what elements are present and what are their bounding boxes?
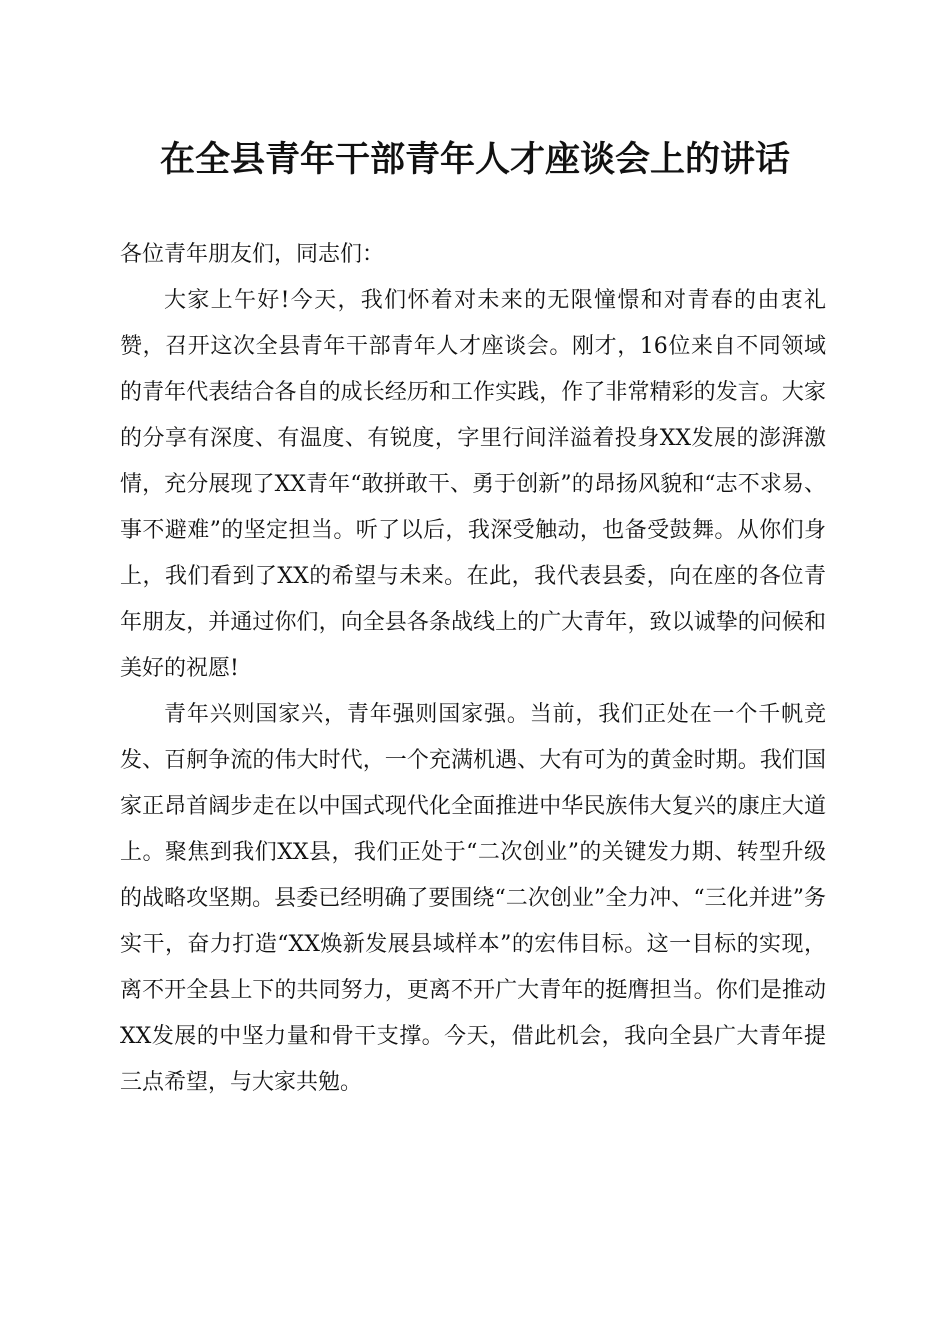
- document-body: [120, 232, 826, 1106]
- document-title: 在全县青年干部青年人才座谈会上的讲话: [159, 139, 790, 180]
- paragraph-1: 大家上午好!今天，我们怀着对未来的无限憧憬和对青春的由衷礼赞，召开这次全县青年干部青年人才座谈会。刚才，16位来自不同领域的青年代表结合各自的成长经历和工作实践，作了非常精彩的发言。大家的分享有深度、有温度、有锐度，字里行间洋溢着投身XX发展的澎湃激情，充分展现了XX青年“敢拼敢干、勇于创新”的昂扬风貌和“志不求易、事不避难”的坚定担当。听了以后，我深受触动，也备受鼓舞。从你们身上，我们看到了XX的希望与未来。在此，我代表县委，向在座的各位青年朋友，并通过你们，向全县各条战线上的广大青年，致以诚挚的问候和美好的祝愿!: [120, 288, 826, 681]
- paragraph-2: 青年兴则国家兴，青年强则国家强。当前，我们正处在一个千帆竞发、百舸争流的伟大时代，一个充满机遇、大有可为的黄金时期。我们国家正昂首阔步走在以中国式现代化全面推进中华民族伟大复兴的康庄大道上。聚焦到我们XX县，我们正处于“二次创业”的关键发力期、转型升级的战略攻坚期。县委已经明确了要围绕“二次创业”全力冲、“三化并进”务实干，奋力打造“XX焕新发展县域样本”的宏伟目标。这一目标的实现，离不开全县上下的共同努力，更离不开广大青年的挺膺担当。你们是推动XX发展的中坚力量和骨干支撑。今天，借此机会，我向全县广大青年提三点希望，与大家共勉。: [120, 702, 826, 1095]
- salutation: 各位青年朋友们，同志们：: [120, 242, 385, 267]
